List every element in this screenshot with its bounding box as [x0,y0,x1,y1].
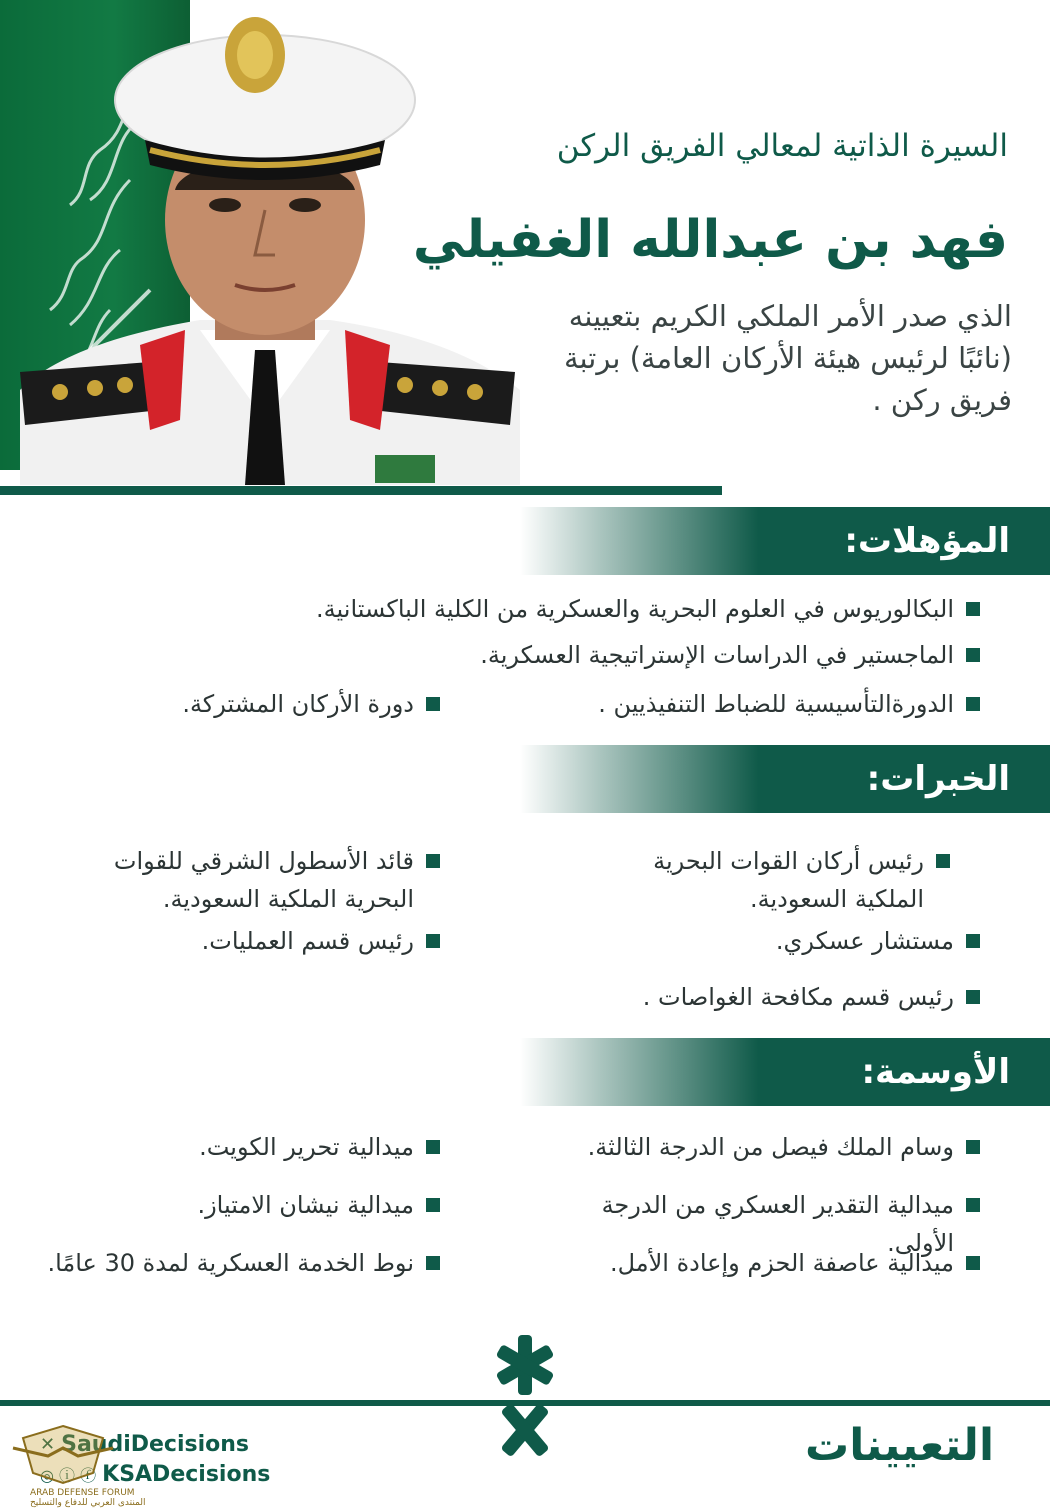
list-item: ميدالية تحرير الكويت. [20,1128,440,1166]
bullet-square-icon [936,854,950,868]
section-title-experience: الخبرات: [866,759,1010,799]
list-item: رئيس أركان القوات البحرية الملكية السعودية. [630,842,950,918]
section-bar-medals [520,1038,1050,1106]
list-item: مستشار عسكري. [560,922,980,960]
section-bar-qualifications [520,507,1050,575]
page-title: السيرة الذاتية لمعالي الفريق الركن [556,128,1008,164]
brand-logo-text: التعيينات [805,1420,995,1471]
social-handle-top: ✕ SaudiDecisions [40,1432,250,1457]
list-item: وسام الملك فيصل من الدرجة الثالثة. [560,1128,980,1166]
bullet-square-icon [966,1140,980,1154]
list-item: الماجستير في الدراسات الإستراتيجية العسكرية. [80,636,980,674]
x-icon: ✕ [40,1434,56,1455]
decisions-emblem-icon [480,1330,570,1460]
list-item: دورة الأركان المشتركة. [20,685,440,723]
person-name: فهد بن عبدالله الغفيلي [412,210,1008,270]
bullet-square-icon [966,1198,980,1212]
bullet-square-icon [426,1198,440,1212]
bullet-square-icon [966,1256,980,1270]
header-divider [0,486,722,495]
section-title-qualifications: المؤهلات: [844,521,1010,561]
bullet-square-icon [426,934,440,948]
appointment-text: الذي صدر الأمر الملكي الكريم بتعيينه (نائبًا لرئيس هيئة الأركان العامة) برتبة فريق ركن . [563,299,1012,417]
bullet-square-icon [426,854,440,868]
list-item: البكالوريوس في العلوم البحرية والعسكرية من الكلية الباكستانية. [80,590,980,628]
list-item: رئيس قسم مكافحة الغواصات . [560,978,980,1016]
bullet-square-icon [966,648,980,662]
social-handle-bottom: ◎ ⓘ ⓕ KSADecisions [40,1462,271,1487]
list-item: ميدالية نيشان الامتياز. [20,1186,440,1224]
list-item: نوط الخدمة العسكرية لمدة 30 عامًا. [20,1244,440,1282]
bullet-square-icon [966,602,980,616]
bullet-square-icon [966,934,980,948]
bullet-square-icon [966,697,980,711]
section-bar-experience [520,745,1050,813]
social-icons: ◎ ⓘ ⓕ [40,1466,97,1485]
section-title-medals: الأوسمة: [861,1052,1010,1092]
list-item: ميدالية التقدير العسكري من الدرجة الأولى. [560,1186,980,1262]
forum-watermark-text: ARAB DEFENSE FORUM المنتدى العربي للدفاع والتسليح [30,1488,146,1508]
forum-watermark-logo [8,1418,118,1488]
list-item: رئيس قسم العمليات. [20,922,440,960]
bullet-square-icon [426,1256,440,1270]
list-item: قائد الأسطول الشرقي للقوات البحرية الملكية السعودية. [110,842,440,918]
bullet-square-icon [426,1140,440,1154]
list-item: الدورةالتأسيسية للضباط التنفيذيين . [560,685,980,723]
list-item: ميدالية عاصفة الحزم وإعادة الأمل. [560,1244,980,1282]
bullet-square-icon [426,697,440,711]
bullet-square-icon [966,990,980,1004]
